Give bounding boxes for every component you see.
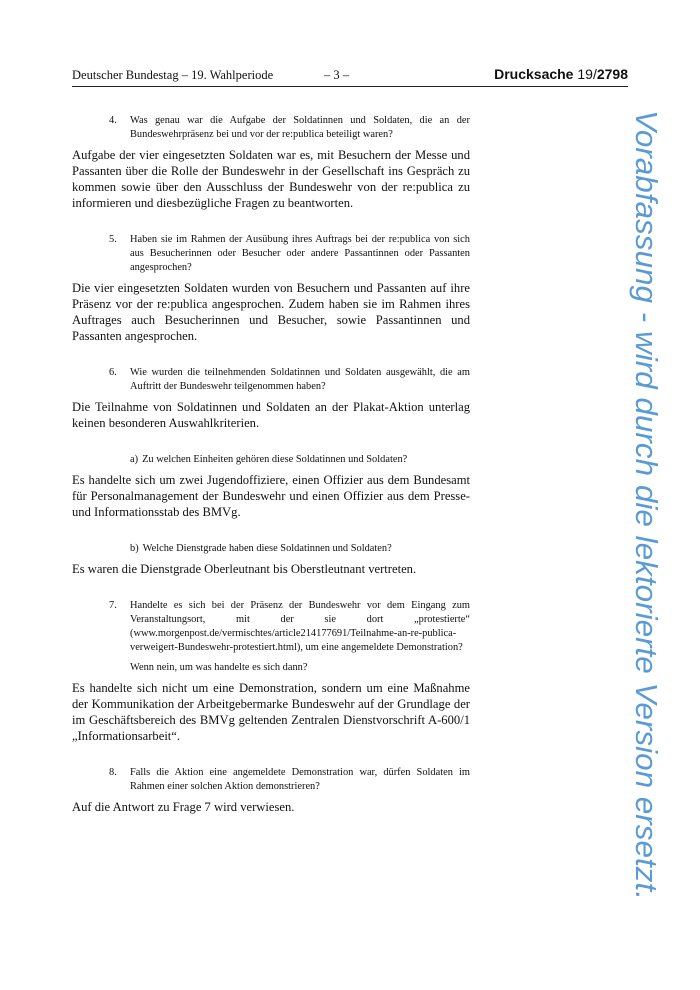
answer-6: Die Teilnahme von Soldatinnen und Soldaten an der Plakat-Aktion unterlag keinen besonderen Auswahlkriterien. [72,400,470,430]
page-header [72,66,628,87]
draft-watermark [588,110,688,905]
question-number: 8. [109,767,117,778]
question-7 [72,599,470,655]
question-number: 5. [109,234,117,245]
document-body [72,114,470,815]
question-text: Handelte es sich bei der Präsenz der Bundeswehr vor dem Eingang zum Veranstaltungsort, mit der sie dort „protestierte“ (www.morgenpost.de/vermischtes/article214177691/Teilnahme-an-re-publica-verweigert-Bundeswehr-protestiert.html), um eine angemeldete Demonstration? [130,600,470,653]
question-number: 6. [109,367,117,378]
watermark-text: Vorabfassung - wird durch die lektorierte Version ersetzt. [629,110,664,889]
question-text: Welche Dienstgrade haben diese Soldatinnen und Soldaten? [142,543,392,554]
question-text: Falls die Aktion eine angemeldete Demonstration war, dürfen Soldaten im Rahmen einer solchen Aktion demonstrieren? [130,767,470,792]
question-6a [72,453,470,467]
answer-6b: Es waren die Dienstgrade Oberleutnant bis Oberstleutnant vertreten. [72,562,417,576]
header-publication: Deutscher Bundestag – 19. Wahlperiode [72,68,274,82]
question-text: Was genau war die Aufgabe der Soldatinnen und Soldaten, die an der Bundeswehrpräsenz bei und vor der re:publica beteiligt waren? [130,115,470,140]
header-document-number [494,66,628,82]
question-text: Zu welchen Einheiten gehören diese Soldatinnen und Soldaten? [142,454,408,465]
answer-4: Aufgabe der vier eingesetzten Soldaten war es, mit Besuchern der Messe und Passanten über die Rolle der Bundeswehr in der Gesellschaft ins Gespräch zu kommen sowie über den Ausschluss der Bundeswehr von der re:publica zu informieren und diesbezügliche Fragen zu beantworten. [72,148,470,210]
answer-6a: Es handelte sich um zwei Jugendoffiziere, einen Offizier aus dem Bundesamt für Personalmanagement der Bundeswehr und einen Offizier aus dem Presse- und Informationsstab des BMVg. [72,473,470,519]
question-8 [72,766,470,794]
header-number-bold: 2798 [596,66,628,82]
header-drucksache-label: Drucksache [494,66,574,82]
question-5 [72,233,470,275]
question-6 [72,366,470,394]
question-text: Wenn nein, um was handelte es sich dann? [130,662,308,673]
question-6b [72,542,470,556]
header-page-number: – 3 – [324,68,349,82]
header-number-plain: 19/ [577,66,597,82]
question-4 [72,114,470,142]
answer-5: Die vier eingesetzten Soldaten wurden von Besuchern und Passanten auf ihre Präsenz vor der re:publica angesprochen. Zudem haben sie im Rahmen ihres Auftrages auch Besucherinnen und Besucher, sowie Passantinnen und Passanten angesprochen. [72,281,470,343]
answer-7: Es handelte sich nicht um eine Demonstration, sondern um eine Maßnahme der Kommunikation der Arbeitgebermarke Bundeswehr auf der Grundlage der im Geschäftsbereich des BMVg geltenden Zentralen Dienstvorschrift A-600/1 „Informationsarbeit“. [72,681,470,743]
question-number: a) [130,454,139,465]
answer-8: Auf die Antwort zu Frage 7 wird verwiesen. [72,800,295,814]
question-text: Wie wurden die teilnehmenden Soldatinnen und Soldaten ausgewählt, die am Auftritt der Bundeswehr teilgenommen haben? [130,367,470,392]
question-number: 7. [109,600,117,611]
question-number: b) [130,543,139,554]
question-number: 4. [109,115,117,126]
question-7-followup [72,661,470,675]
watermark-svg [588,110,688,905]
question-text: Haben sie im Rahmen der Ausübung ihres Auftrags bei der re:publica von sich aus Besucherinnen oder Besucher oder andere Passantinnen oder Passanten angesprochen? [130,234,470,273]
